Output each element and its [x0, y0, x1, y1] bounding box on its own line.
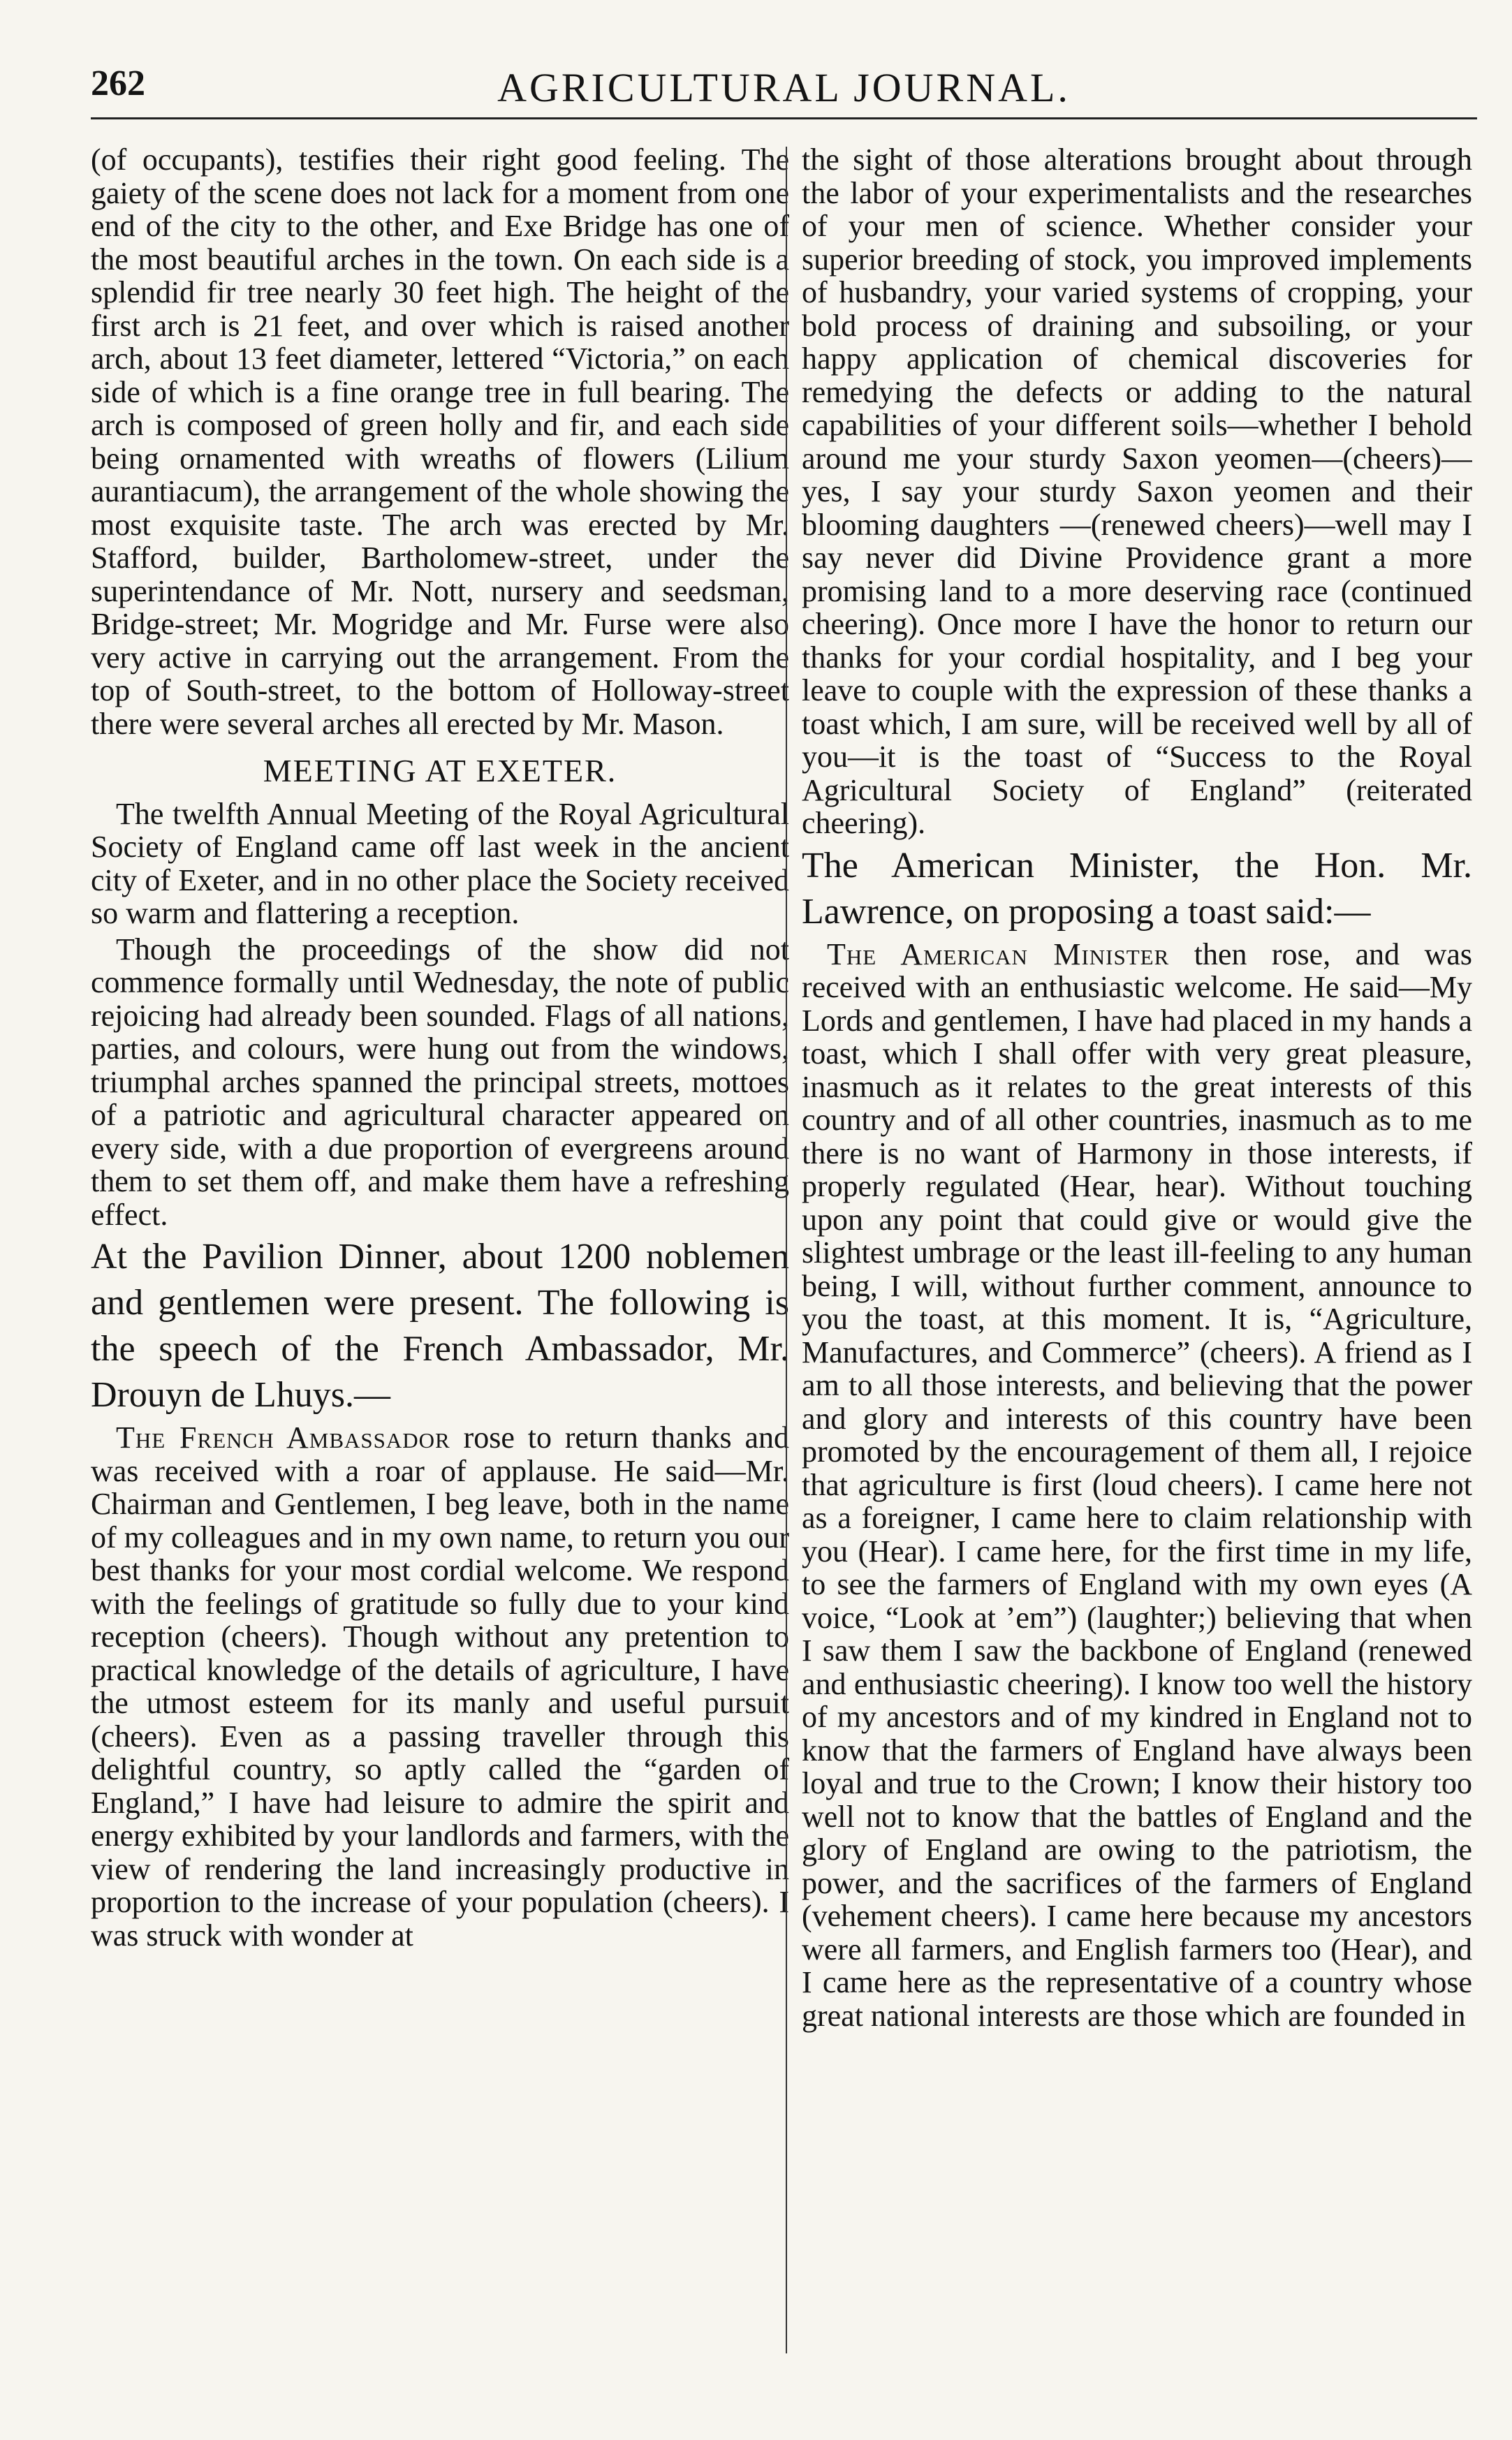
speech-text: then rose, and was received with an enthusiastic welcome. He said—My Lords and gentlemen, I have had placed in my hands a toast, which I shall offer with very great pleasure, inasmuch as it relates to the great interests of this country and of all other countries, inasmuch as to me there is no want of Harmony in those interests, if properly regulated (Hear, hear). Without touching upon any point that could give or would give the slightest umbrage or the least ill-feeling to any human being, I will, without further comment, announce to you the toast, at this moment. It is, “Agriculture, Manufactures, and Commerce” (cheers). A friend as I am to all those interests, and believing that the power and glory and interests of this country have been promoted by the encouragement of them all, I rejoice that agriculture is first (loud cheers). I came here not as a foreigner, I came here to claim relationship with you (Hear). I came here, for the first time in my life, to see the farmers of England with my own eyes (A voice, “Look at ’em”) (laughter;) believing that when I saw them I saw the backbone of England (renewed and enthusiastic cheering). I know too well the history of my ancestors and of my kindred in England not to know that the farmers of England have always been loyal and true to the Crown; I know their history too well not to know that the battles of England and the glory of England are owing to the patriotism, the power, and the sacrifices of the farmers of England (vehement cheers). I came here because my ancestors were all farmers, and English farmers too (Hear), and I came here as the representative of a country whose great national interests are those which are founded in [802, 936, 1472, 2033]
section-heading: MEETING AT EXETER. [263, 753, 617, 788]
right-column [802, 143, 1472, 2406]
page-number: 262 [91, 64, 145, 103]
speech-text: rose to return thanks and was received with a roar of applause. He said—Mr. Chairman and Gentlemen, I beg leave, both in the name of my colleagues and in my own name, to return you our best thanks for your most cordial welcome. We respond with the feelings of gratitude so fully due to your kind reception (cheers). Though without any pretention to practical knowledge of the details of agriculture, I have the utmost esteem for its manly and useful pursuit (cheers). Even as a passing traveller through this delightful country, so aptly called the “garden of England,” I have had leisure to admire the spirit and energy exhibited by your landlords and farmers, with the view of rendering the land increasingly productive in proportion to the increase of your population (cheers). I was struck with wonder at [91, 1420, 789, 1953]
column-divider [786, 147, 787, 2353]
paragraph-french-speech [91, 1421, 789, 1952]
paragraph-proceedings: Though the proceedings of the show did not commence formally until Wednesday, the note of public rejoicing had already been sounded. Flags of all nations, parties, and colours, were hung out from the windows, triumphal arches spanned the principal streets, mottoes of a patriotic and agricultural character appeared on every side, with a due proportion of evergreens around them to set them off, and make them have a refreshing effect. [91, 932, 789, 1232]
speaker-name: The French Ambassador [116, 1420, 450, 1455]
paragraph-meeting: The twelfth Annual Meeting of the Royal Agricultural Society of England came off last week in the ancient city of Exeter, and in no other place the Society received so warm and flattering a reception. [91, 796, 789, 930]
paragraph-american-speech [802, 938, 1472, 2033]
speaker-name: The American Minister [827, 936, 1170, 971]
paragraph-french-speech-cont: the sight of those alterations brought about through the labor of your experimentalists and the researches of your men of science. Whether consider your superior breeding of stock, you improved implements of husbandry, your varied systems of cropping, your bold process of draining and subsoiling, or your happy application of chemical discoveries for remedying the defects or adding to the natural capabilities of your different soils—whether I behold around me your sturdy Saxon yeomen—(cheers)—yes, I say your sturdy Saxon yeomen and their blooming daughters —(renewed cheers)—well may I say never did Divine Providence grant a more promising land to a more deserving race (continued cheering). Once more I have the honor to return our thanks for your cordial hospitality, and I beg your leave to couple with the expression of these thanks a toast which, I am sure, will be received well by all of you—it is the toast of “Success to the Royal Agricultural Society of England” (reiterated cheering). [802, 143, 1472, 840]
lead-american-minister: The American Minister, the Hon. Mr. Lawrence, on proposing a toast said:— [802, 845, 1472, 932]
lead-pavilion-dinner: At the Pavilion Dinner, about 1200 noblemen and gentlemen were present. The following is the speech of the French Ambassador, Mr. Drouyn de Lhuys.— [91, 1237, 789, 1415]
left-column [91, 143, 789, 2406]
running-head: AGRICULTURAL JOURNAL. [497, 65, 1071, 110]
page-header [91, 49, 1477, 133]
paragraph-arches: (of occupants), testifies their right good feeling. The gaiety of the scene does not lack for a moment from one end of the city to the other, and Exe Bridge has one of the most beautiful arches in the town. On each side is a splendid fir tree nearly 30 feet high. The height of the first arch is 21 feet, and over which is raised another arch, about 13 feet diameter, lettered “Victoria,” on each side of which is a fine orange tree in full bearing. The arch is composed of green holly and fir, and each side being ornamented with wreaths of flowers (Lilium aurantiacum), the arrangement of the whole showing the most exquisite taste. The arch was erected by Mr. Stafford, builder, Bartholomew-street, under the superintendance of Mr. Nott, nursery and seedsman, Bridge-street; Mr. Mogridge and Mr. Furse were also very active in carrying out the arrangement. From the top of South-street, to the bottom of Holloway-street there were several arches all erected by Mr. Mason. [91, 143, 789, 741]
header-rule [91, 117, 1477, 119]
